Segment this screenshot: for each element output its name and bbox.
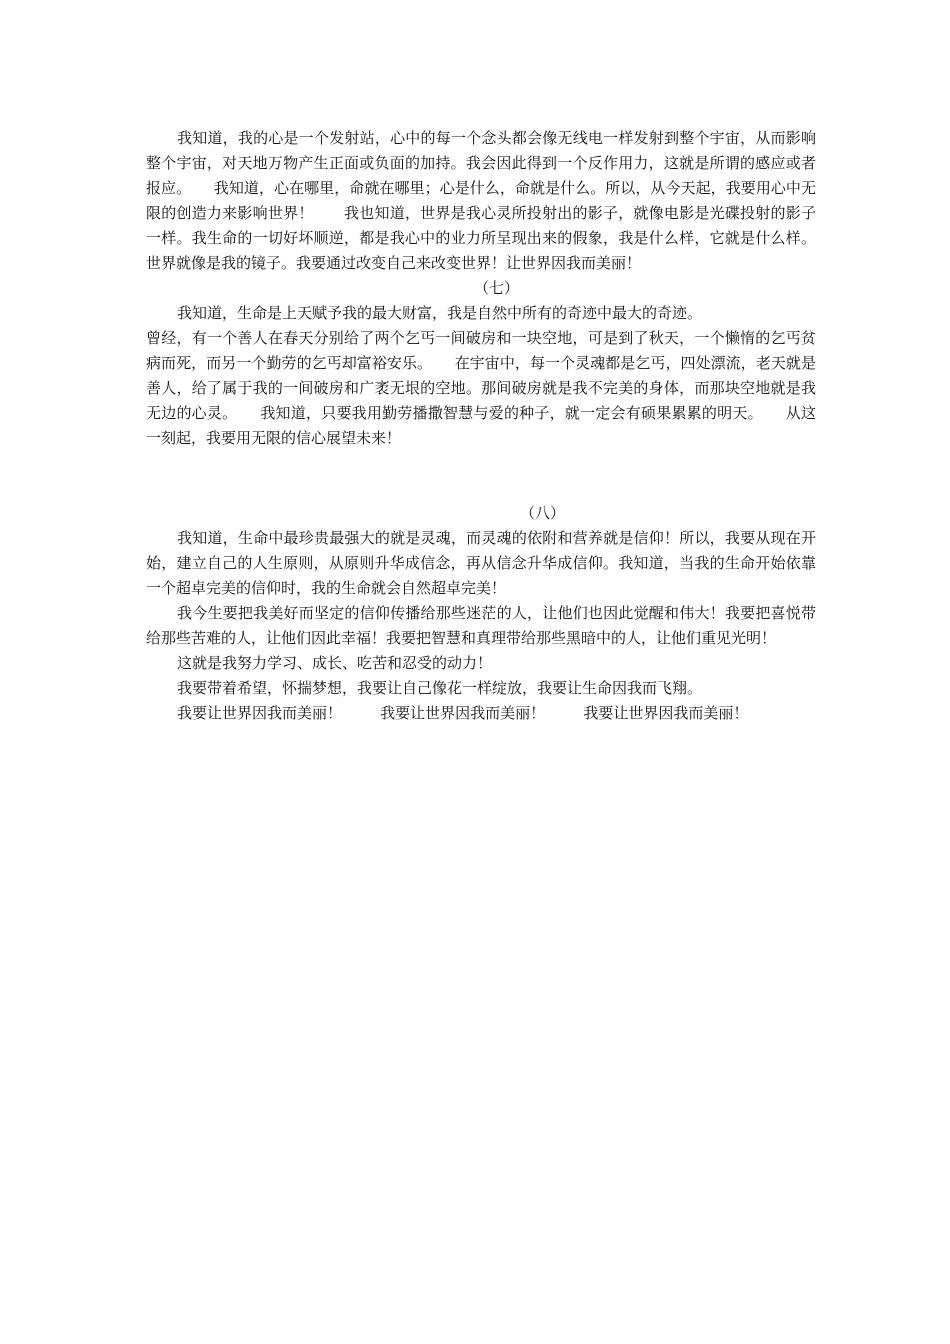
closing-line [146, 701, 816, 726]
closing-phrase-2: 我要让世界因我而美丽！ [380, 704, 546, 722]
paragraph-section8-4: 我要带着希望，怀揣梦想，我要让自己像花一样绽放，我要让生命因我而飞翔。 [177, 679, 703, 697]
paragraph-section8-2: 我今生要把我美好而坚定的信仰传播给那些迷茫的人，让他们也因此觉醒和伟大！我要把喜悦带给那些苦难的人，让他们因此幸福！我要把智慧和真理带给那些黑暗中的人，让他们重见光明！ [146, 604, 816, 647]
closing-phrase-1: 我要让世界因我而美丽！ [177, 704, 343, 722]
paragraph-section8-3: 这就是我努力学习、成长、吃苦和忍受的动力！ [177, 654, 493, 672]
section-heading-7: （七） [474, 279, 520, 297]
document-body [146, 126, 816, 726]
paragraph-section7-2: 曾经，有一个善人在春天分别给了两个乞丐一间破房和一块空地，可是到了秋天，一个懒惰的乞丐贫病而死，而另一个勤劳的乞丐却富裕安乐。 在宇宙中，每一个灵魂都是乞丐，四处漂流，老天就是善人，给了属于我的一间破房和广袤无垠的空地。那间破房就是我不完美的身体，而那块空地就是我无边的心灵。 我知道，只要我用勤劳播撒智慧与爱的种子，就一定会有硕果累累的明天。 从这一刻起，我要用无限的信心展望未来！ [146, 329, 816, 447]
section-spacer [146, 451, 816, 501]
section-heading-8: （八） [520, 504, 566, 522]
paragraph-section6: 我知道，我的心是一个发射站，心中的每一个念头都会像无线电一样发射到整个宇宙，从而影响整个宇宙，对天地万物产生正面或负面的加持。我会因此得到一个反作用力，这就是所谓的感应或者报应。 我知道，心在哪里，命就在哪里；心是什么，命就是什么。所以，从今天起，我要用心中无限的创造力来影响世界！ 我也知道，世界是我心灵所投射出的影子，就像电影是光碟投射的影子一样。我生命的一切好坏顺逆，都是我心中的业力所呈现出来的假象，我是什么样，它就是什么样。世界就像是我的镜子。我要通过改变自己来改变世界！让世界因我而美丽！ [146, 129, 816, 272]
closing-phrase-3: 我要让世界因我而美丽！ [583, 704, 749, 722]
paragraph-section8-1: 我知道，生命中最珍贵最强大的就是灵魂，而灵魂的依附和营养就是信仰！所以，我要从现在开始，建立自己的人生原则，从原则升华成信念，再从信念升华成信仰。我知道，当我的生命开始依靠一个超卓完美的信仰时，我的生命就会自然超卓完美！ [146, 529, 816, 597]
paragraph-section7-1: 我知道，生命是上天赋予我的最大财富，我是自然中所有的奇迹中最大的奇迹。 [177, 304, 703, 322]
